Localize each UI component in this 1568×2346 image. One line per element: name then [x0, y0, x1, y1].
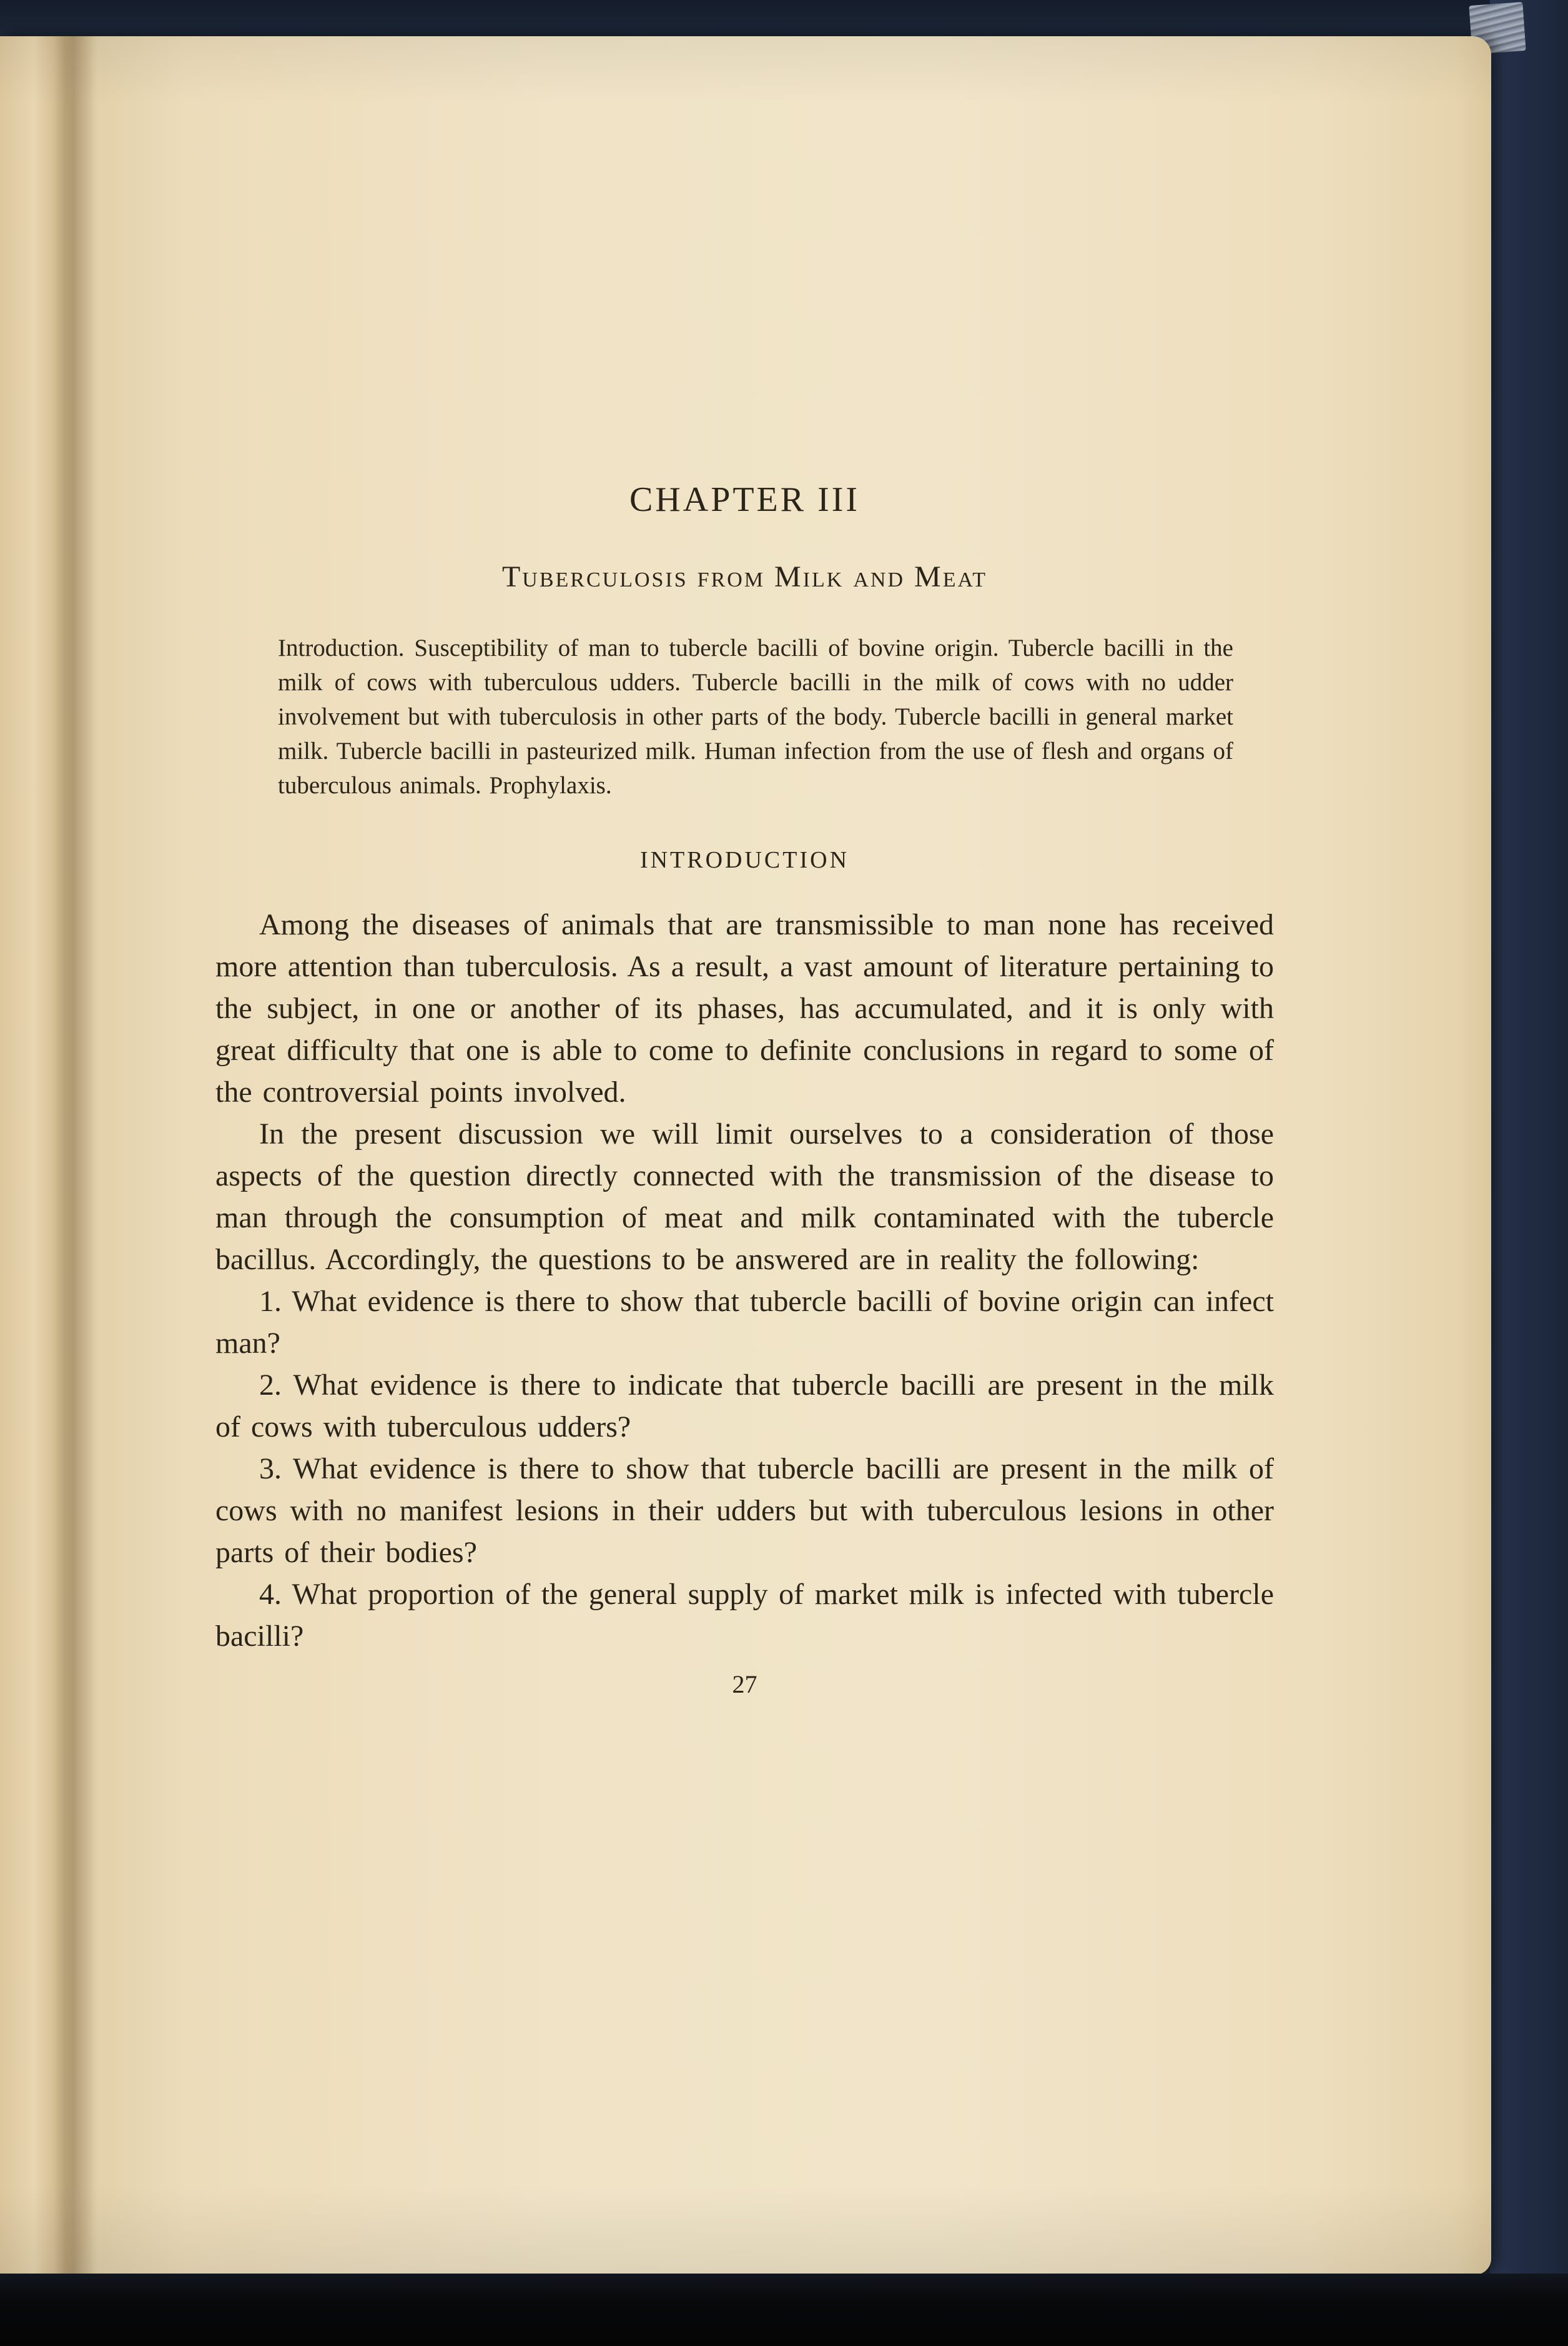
body-paragraph-question-2: 2. What evidence is there to indicate that tubercle bacilli are present in the milk of cows with tuberculous udders? [215, 1368, 1274, 1443]
printed-text-block [215, 473, 1274, 1699]
body-paragraph: In the present discussion we will limit ourselves to a consideration of those aspects of the question directly connected with the transmission of the disease to man through the consumption of meat and milk contaminated with the tubercle bacillus. Accordingly, the questions to be answered are in reality the following: [215, 1117, 1274, 1276]
body-paragraph-question-1: 1. What evidence is there to show that tubercle bacilli of bovine origin can infect man? [215, 1285, 1274, 1360]
page-gutter-shadow [54, 36, 97, 2275]
book-cover-bottom-edge [0, 2274, 1568, 2346]
body-paragraph-question-4: 4. What proportion of the general supply of market milk is infected with tubercle bacilli? [215, 1578, 1274, 1653]
body-paragraph: Among the diseases of animals that are transmissible to man none has received more attention than tuberculosis. As a result, a vast amount of literature pertaining to the subject, in one or another of its phases, has accumulated, and it is only with great difficulty that one is able to come to definite conclusions in regard to some of the controversial points involved. [215, 908, 1274, 1109]
chapter-heading: CHAPTER III [629, 480, 860, 519]
section-heading-introduction: INTRODUCTION [639, 847, 850, 873]
chapter-summary: Introduction. Susceptibility of man to tubercle bacilli of bovine origin. Tubercle bacilli in the milk of cows with tuberculous udders. Tubercle bacilli in the milk of cows with no udder involvement but with tuberculosis in other parts of the body. Tubercle bacilli in general market milk. Tubercle bacilli in pasteurized milk. Human infection from the use of flesh and organs of tuberculous animals. Prophylaxis. [278, 635, 1233, 799]
book-cover-right-edge [1490, 0, 1568, 2311]
scanned-book-page [0, 36, 1491, 2275]
body-paragraph-question-3: 3. What evidence is there to show that tubercle bacilli are present in the milk of cows with no manifest lesions in their udders but with tuberculous lesions in other parts of their bodies? [215, 1452, 1274, 1569]
chapter-subtitle: Tuberculosis from Milk and Meat [501, 560, 988, 593]
book-cover-top-edge [0, 0, 1568, 36]
page-number: 27 [732, 1670, 757, 1698]
